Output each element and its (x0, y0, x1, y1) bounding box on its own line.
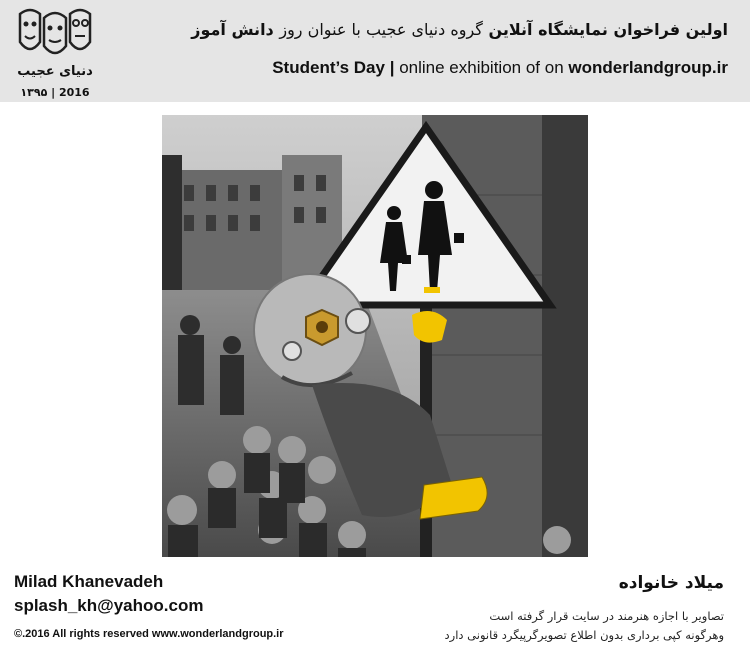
artist-name-english: Milad Khanevadeh (14, 572, 164, 591)
logo-year: ۱۳۹۵ | 2016 (20, 86, 90, 99)
artwork-collage (162, 115, 588, 557)
header-banner (0, 0, 750, 102)
title-english (272, 58, 728, 78)
logo-wordmark: دنیای عجیب (17, 64, 93, 79)
usage-notice-line2: وهرگونه کپی برداری بدون اطلاع تصویرگرپیگرد قانونی دارد (444, 628, 724, 642)
title-fa-bold: اولین فراخوان نمایشگاه آنلاین (488, 20, 728, 39)
title-fa-tail: دانش آموز (191, 20, 274, 39)
title-en-middle: online exhibition of on (399, 58, 564, 77)
title-en-left: Student’s Day (272, 58, 385, 77)
title-persian (191, 20, 728, 39)
artist-email-link[interactable]: splash_kh@yahoo.com (14, 596, 204, 615)
artwork-image (162, 115, 588, 557)
logo-faces-icon (14, 8, 96, 70)
title-en-site[interactable]: wonderlandgroup.ir (568, 58, 728, 77)
copyright-notice: ©.2016 All rights reserved www.wonderlandgroup.ir (14, 628, 284, 640)
title-en-separator: | (389, 58, 395, 77)
title-fa-light: گروه دنیای عجیب با عنوان روز (279, 20, 483, 39)
artist-name-persian: میلاد خانواده (618, 573, 724, 593)
usage-notice-line1: تصاویر با اجازه هنرمند در سایت قرار گرفته است (489, 609, 724, 623)
wonderland-logo[interactable] (14, 8, 96, 98)
